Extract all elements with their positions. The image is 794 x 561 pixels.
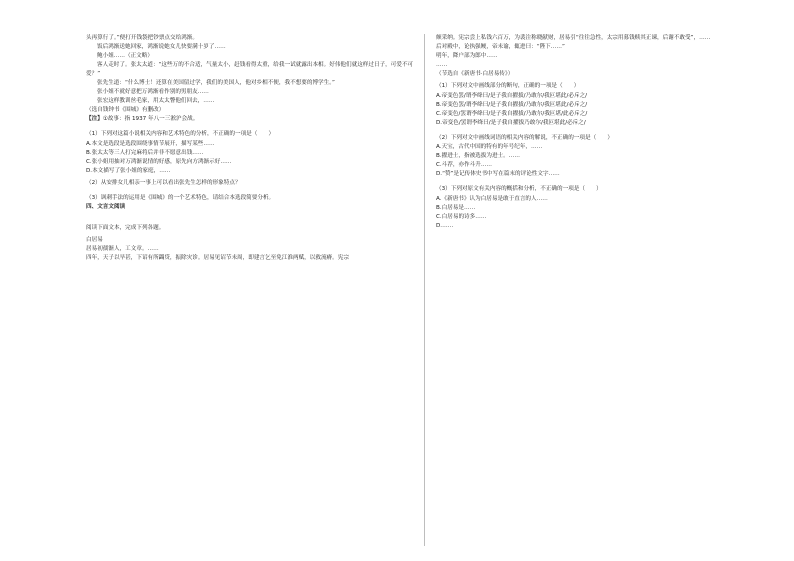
source-citation: （选自钱钟书《围城》有删改） [86, 107, 165, 114]
option-c: C.帝变色/罢谓李绛曰/是子我自擢拔/乃敢尔/我叵堪/此必斥之/ [436, 110, 588, 117]
text-line: 张先生道：“什么博士！还算在美国留过学，我们的美国人，他对乡相不便，我不想要的博学生。” [97, 79, 335, 86]
option-b: B.白居易是…… [436, 204, 476, 211]
note-text: ①故事：指 1937 年八一三淞沪会战。 [102, 116, 199, 123]
option-b: B.张太太等三人打完麻将后并非不愿意出钱…… [86, 149, 204, 156]
option-d: D.“赞”是记传体史书中写在篇末的评论性文字…… [436, 171, 560, 178]
option-a: A.本文是选段是选段围绕事情节展开，描写某些…… [86, 140, 215, 147]
reading-instruction: 阅读下面文本，完成下列各题。 [86, 225, 165, 232]
passage-title: 白居易 [86, 237, 103, 244]
text-line: 张宏这样教训丝毛家，用太太瞥他们回去，…… [97, 98, 215, 105]
text-line: 鲍小姐……（正文略） [97, 53, 153, 60]
text-line: 颇采纳。宪宗尝上私钱六百万，为裴注称晓献财，居易引“往往急性，太宗用募钱赎其正谏，后谢不敢受”，…… [436, 35, 711, 41]
option-c: C.斗荐，亦作斗升…… [436, 162, 493, 169]
passage-paragraph: 四年，天子以旱甚，下诏有所蠲贷，振除灾诊。居易见诏节未周，即建言乞至免江淮两赋，以救流瘠。宪宗 [86, 255, 349, 262]
section-heading: 四、文言文阅读 [86, 204, 126, 211]
right-column [436, 34, 776, 231]
option-c: C.张小姐用抽对万鸿渐说情的好感，原先向方鸿渐示好…… [86, 158, 232, 165]
option-c: C.白居易的诗多…… [436, 213, 487, 220]
option-a: A.《新唐书》认为白居易是敢于直言的人…… [436, 195, 548, 202]
note-label: 【注】 [86, 116, 103, 123]
text-line: 客人走时了。张太太道：“这些万的不合适，气量太小，赶钱看得太重，给我一试就露出本相。好伟他们就这样过日子，可爱不可爱？” [86, 62, 414, 77]
question-2: （2）从安排女儿相亲一事上可以看出张先生怎样的形象特点？ [86, 179, 241, 186]
option-d: D.本文描写了张小姐的家庭，…… [86, 167, 171, 174]
question-2: （2）下列对文中画线词语的相关内容的解说，不正确的一项是（ ） [436, 134, 613, 141]
text-line: 饭后鸿渐送她回家，鸿渐说她女儿快要满十岁了…… [97, 44, 226, 51]
option-b: B.擢进士，指被选拔为进士。…… [436, 153, 520, 160]
text-line: 张小姐不就好意把万鸿渐看作别的男朋友…… [97, 89, 209, 96]
option-d: D.…… [436, 222, 454, 229]
question-3: （3）下列对原文有关内容的概括和分析，不正确的一项是（ ） [436, 186, 602, 193]
option-b: B.帝变色罢/谓李绛曰/是子我自擢拔/乃敢尔/我叵堪此/必斥之/ [436, 101, 588, 108]
text-line: 后对殿中，论执强鲠，帝未谕，辄进曰：“陛下……” [436, 44, 565, 51]
text-line: 明年，降户部为郎中…… [436, 53, 498, 60]
option-d: D.帝变色/罢谓李绛曰/是子我自擢拔乃敢尔/我叵堪此/必斥之/ [436, 119, 586, 126]
note [86, 115, 426, 124]
column-divider [424, 34, 425, 546]
option-a: A.天宝，古代中国的特有的年号纪年，…… [436, 144, 543, 151]
passage-paragraph: 居易初孺渐人，工文章。…… [86, 246, 159, 253]
question-1: （1）下列对这篇小说相关内容和艺术特色的分析，不正确的一项是（ ） [86, 131, 275, 138]
source-citation: （节选自《新唐书·白居易传》） [436, 71, 514, 78]
left-column [86, 34, 426, 264]
question-3: （3）讽刺手法的运用是《围城》的一个艺术特色，请结合本选段简要分析。 [86, 195, 275, 201]
question-1: （1）下列对文中画线部分的断句，正确的一项是（ ） [436, 83, 580, 90]
text-line: 头再算行了。”便打开钱袋把钞票点交给鸿渐。 [86, 35, 198, 41]
option-a: A.帝变色罢/谓李绛曰/是子我自擢拔/乃敢尔/我叵堪此/必斥之/ [436, 92, 588, 99]
text-line: …… [436, 62, 448, 69]
